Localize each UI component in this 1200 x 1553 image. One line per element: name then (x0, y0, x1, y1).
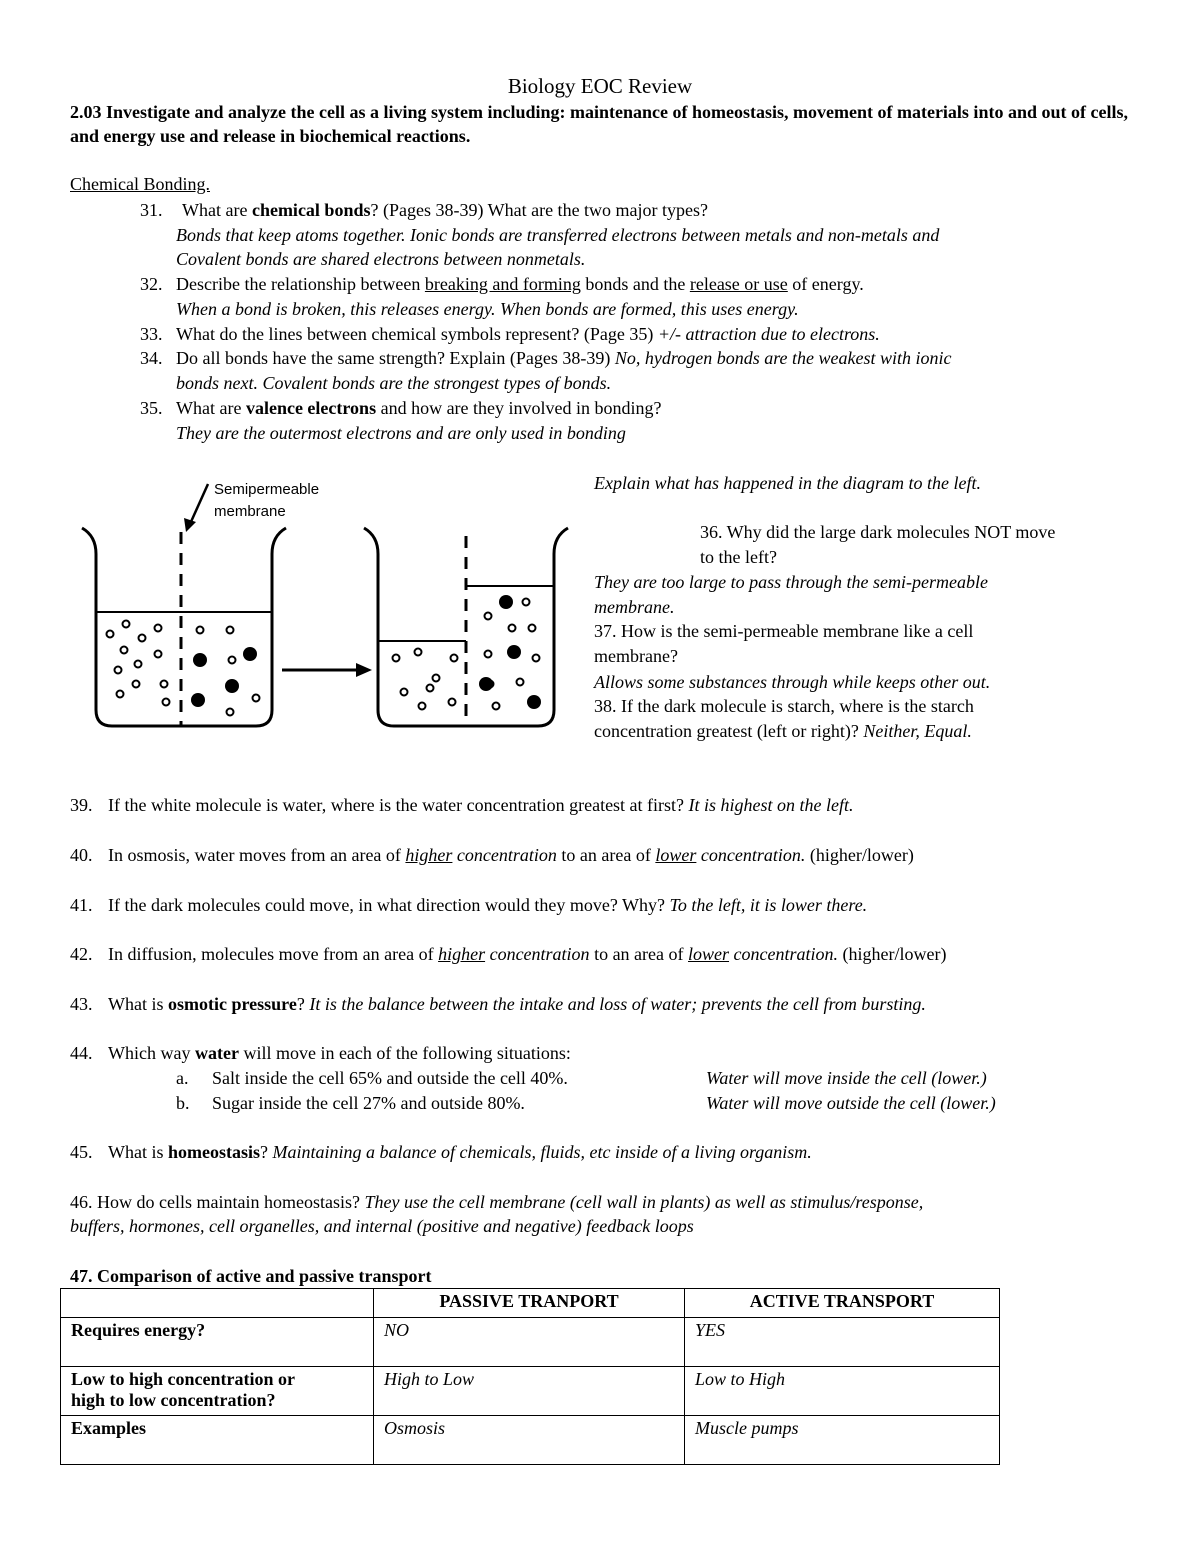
q47-title: 47. Comparison of active and passive transport (70, 1266, 432, 1286)
q39-number: 39. (70, 795, 93, 815)
q33-question: What do the lines between chemical symbols represent? (Page 35) +/- attraction due to electrons. (176, 324, 880, 344)
q46-question: 46. How do cells maintain homeostasis? They use the cell membrane (cell wall in plants) as well as stimulus/response, (70, 1192, 924, 1212)
q44a-label: a. (176, 1068, 189, 1088)
q33-number: 33. (140, 324, 163, 344)
section-title: Chemical Bonding. (70, 174, 210, 194)
cell-active-examples: Muscle pumps (685, 1416, 1000, 1465)
header-cell-passive: PASSIVE TRANPORT (374, 1289, 685, 1318)
q44b-text: Sugar inside the cell 27% and outside 80%. (212, 1093, 525, 1113)
q41-number: 41. (70, 895, 93, 915)
q32-question: Describe the relationship between breaking and forming bonds and the release or use of energy. (176, 274, 864, 294)
q44b-answer: Water will move outside the cell (lower.) (706, 1093, 996, 1113)
q36-answer-line1: They are too large to pass through the semi-permeable (594, 572, 988, 592)
q37-answer: Allows some substances through while keeps other out. (594, 672, 991, 692)
q39-question: If the white molecule is water, where is the water concentration greatest at first? It is highest on the left. (108, 795, 854, 815)
osmosis-beaker-diagram (70, 470, 590, 740)
q34-number: 34. (140, 348, 163, 368)
q35-number: 35. (140, 398, 163, 418)
q34-answer-line2: bonds next. Covalent bonds are the strongest types of bonds. (176, 373, 612, 393)
q41-question: If the dark molecules could move, in what direction would they move? Why? To the left, it is lower there. (108, 895, 868, 915)
q31-answer-line1: Bonds that keep atoms together. Ionic bonds are transferred electrons between metals and non-metals and (176, 225, 940, 245)
q44-question: Which way water will move in each of the following situations: (108, 1043, 571, 1063)
header-cell-empty (61, 1289, 374, 1318)
q31-number: 31. (140, 200, 163, 220)
q44-number: 44. (70, 1043, 93, 1063)
q42-number: 42. (70, 944, 93, 964)
q46-answer-line2: buffers, hormones, cell organelles, and internal (positive and negative) feedback loops (70, 1216, 694, 1236)
q40-number: 40. (70, 845, 93, 865)
cell-active-energy: YES (685, 1318, 1000, 1367)
q38-line1: 38. If the dark molecule is starch, where is the starch (594, 696, 974, 716)
q42-question: In diffusion, molecules move from an area of higher concentration to an area of lower concentration. (higher/lower) (108, 944, 947, 964)
q37-line1: 37. How is the semi-permeable membrane like a cell (594, 621, 974, 641)
q44b-label: b. (176, 1093, 190, 1113)
q43-question: What is osmotic pressure? It is the balance between the intake and loss of water; prevents the cell from bursting. (108, 994, 926, 1014)
membrane-label-line2: membrane (214, 503, 286, 520)
cell-passive-examples: Osmosis (374, 1416, 685, 1465)
q38-line2: concentration greatest (left or right)? Neither, Equal. (594, 721, 972, 741)
table-header-row (61, 1289, 1000, 1318)
standard-description: 2.03 Investigate and analyze the cell as a living system including: maintenance of homeostasis, movement of materials into and out of cells, and energy use and release in biochemical reactions. (70, 102, 1128, 146)
q37-line2: membrane? (594, 646, 678, 666)
q31-answer-line2: Covalent bonds are shared electrons between nonmetals. (176, 249, 586, 269)
q45-number: 45. (70, 1142, 93, 1162)
q36-line1: 36. Why did the large dark molecules NOT move (700, 522, 1056, 542)
q44a-answer: Water will move inside the cell (lower.) (706, 1068, 987, 1088)
cell-active-concentration: Low to High (685, 1367, 1000, 1416)
row-label-examples: Examples (61, 1416, 374, 1465)
q32-number: 32. (140, 274, 163, 294)
q44a-text: Salt inside the cell 65% and outside the cell 40%. (212, 1068, 568, 1088)
cell-passive-energy: NO (374, 1318, 685, 1367)
q31-question: What are chemical bonds? (Pages 38-39) What are the two major types? (182, 200, 709, 220)
q40-question: In osmosis, water moves from an area of higher concentration to an area of lower concentration. (higher/lower) (108, 845, 914, 865)
page-title: Biology EOC Review (507, 74, 693, 98)
table-row (61, 1416, 1000, 1465)
q36-line2: to the left? (700, 547, 777, 567)
transport-comparison-table (60, 1288, 1000, 1465)
q35-answer: They are the outermost electrons and are only used in bonding (176, 423, 626, 443)
row-label-energy: Requires energy? (61, 1318, 374, 1367)
q36-answer-line2: membrane. (594, 597, 675, 617)
q43-number: 43. (70, 994, 93, 1014)
q34-question: Do all bonds have the same strength? Explain (Pages 38-39) No, hydrogen bonds are the weakest with ionic (176, 348, 952, 368)
table-row (61, 1367, 1000, 1416)
membrane-label-line1: Semipermeable (214, 481, 320, 498)
explain-prompt: Explain what has happened in the diagram to the left. (594, 473, 981, 493)
row-label-concentration: Low to high concentration or high to low concentration? (61, 1367, 374, 1416)
q32-answer: When a bond is broken, this releases energy. When bonds are formed, this uses energy. (176, 299, 799, 319)
header-cell-active: ACTIVE TRANSPORT (685, 1289, 1000, 1318)
table-row (61, 1318, 1000, 1367)
q35-question: What are valence electrons and how are they involved in bonding? (176, 398, 662, 418)
cell-passive-concentration: High to Low (374, 1367, 685, 1416)
q45-question: What is homeostasis? Maintaining a balance of chemicals, fluids, etc inside of a living organism. (108, 1142, 812, 1162)
